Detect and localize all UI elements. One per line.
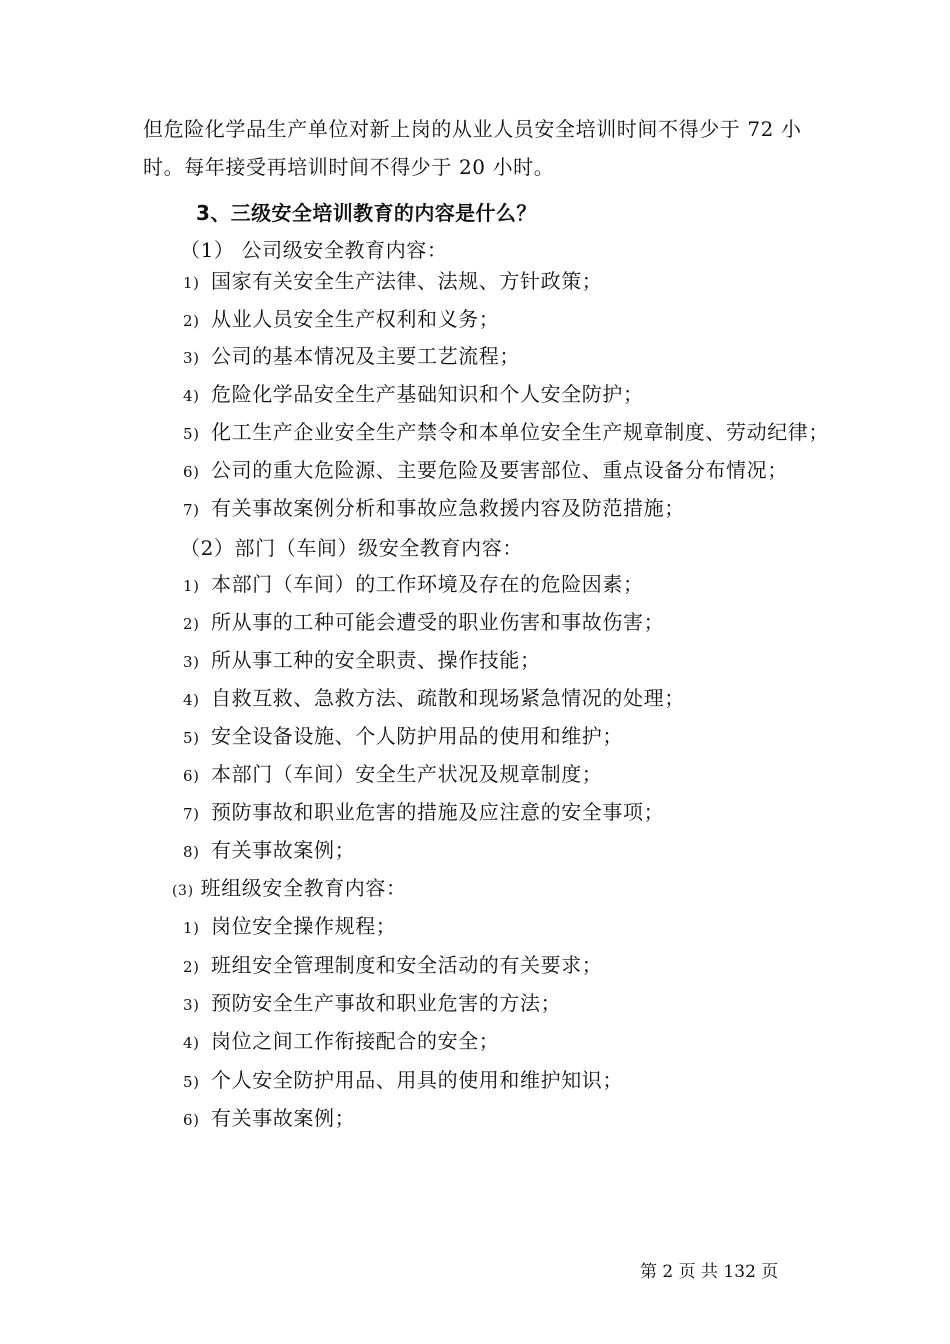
item-text: 有关事故案例分析和事故应急救援内容及防范措施； [211,496,685,520]
list-item [183,267,602,297]
list-item [183,456,788,486]
item-number: 6) [183,463,200,481]
section-title: 公司级安全教育内容： [234,238,448,262]
item-number: 4) [183,691,200,709]
item-number: 6) [183,1111,200,1129]
item-number: 2) [183,958,200,976]
item-text: 预防安全生产事故和职业危害的方法； [211,991,562,1015]
list-item [183,1027,499,1057]
item-text: 个人安全防护用品、用具的使用和维护知识； [211,1068,623,1092]
item-text: 从业人员安全生产权利和义务； [211,307,500,331]
item-number: 7) [183,805,200,823]
item-number: 6) [183,767,200,785]
list-item [183,570,644,600]
list-item [183,380,644,410]
item-number: 3) [183,653,200,671]
list-item [183,1066,623,1096]
list-item [183,951,602,981]
section-3-title [172,874,407,905]
item-number: 7) [183,501,200,519]
list-item [183,305,499,335]
section-title: 班组级安全教育内容： [193,876,407,900]
item-number: 1) [183,919,200,937]
list-item [183,836,355,866]
item-text: 危险化学品安全生产基础知识和个人安全防护； [211,382,644,406]
item-text: 预防事故和职业危害的措施及应注意的安全事项； [211,800,665,824]
list-item [183,1104,355,1134]
section-number: （1） [180,238,235,262]
section-title: 部门（车间）级安全教育内容： [234,536,523,560]
item-number: 4) [183,1034,200,1052]
list-item [183,798,664,828]
list-item [183,912,396,942]
item-number: 2) [183,312,200,330]
list-item [183,342,520,372]
item-text: 国家有关安全生产法律、法规、方针政策； [211,269,603,293]
question-heading: 3、三级安全培训教育的内容是什么？ [196,201,537,225]
item-number: 3) [183,996,200,1014]
section-number: （2） [180,536,235,560]
list-item [183,494,685,524]
item-number: 2) [183,615,200,633]
item-text: 化工生产企业安全生产禁令和本单位安全生产规章制度、劳动纪律； [211,420,829,444]
item-text: 所从事的工种可能会遭受的职业伤害和事故伤害； [211,610,665,634]
item-text: 有关事故案例； [211,1106,356,1130]
list-item [183,760,602,790]
item-text: 有关事故案例； [211,838,356,862]
item-text: 本部门（车间）安全生产状况及规章制度； [211,762,603,786]
list-item [183,646,541,676]
list-item [183,989,561,1019]
item-text: 所从事工种的安全职责、操作技能； [211,648,541,672]
section-1-title [180,236,448,264]
item-number: 8) [183,843,200,861]
item-text: 岗位安全操作规程； [211,914,397,938]
item-number: 4) [183,387,200,405]
section-2-title [180,534,523,562]
item-text: 公司的基本情况及主要工艺流程； [211,344,520,368]
item-number: 1) [183,274,200,292]
intro-line-1: 但危险化学品生产单位对新上岗的从业人员安全培训时间不得少于 72 小 [143,117,802,141]
item-number: 3) [183,349,200,367]
item-number: 1) [183,577,200,595]
item-text: 本部门（车间）的工作环境及存在的危险因素； [211,572,644,596]
item-text: 安全设备设施、个人防护用品的使用和维护； [211,724,623,748]
intro-line-2: 时。每年接受再培训时间不得少于 20 小时。 [143,155,555,179]
item-text: 自救互救、急救方法、疏散和现场紧急情况的处理； [211,686,685,710]
list-item [183,684,685,714]
item-number: 5) [183,1073,200,1091]
list-item [183,418,829,448]
list-item [183,608,664,638]
item-text: 岗位之间工作衔接配合的安全； [211,1029,500,1053]
page-number-footer: 第 2 页 共 132 页 [640,1262,779,1282]
item-number: 5) [183,729,200,747]
item-number: 5) [183,425,200,443]
item-text: 班组安全管理制度和安全活动的有关要求； [211,953,603,977]
list-item [183,722,623,752]
item-text: 公司的重大危险源、主要危险及要害部位、重点设备分布情况； [211,458,788,482]
section-number: (3) [172,883,194,899]
